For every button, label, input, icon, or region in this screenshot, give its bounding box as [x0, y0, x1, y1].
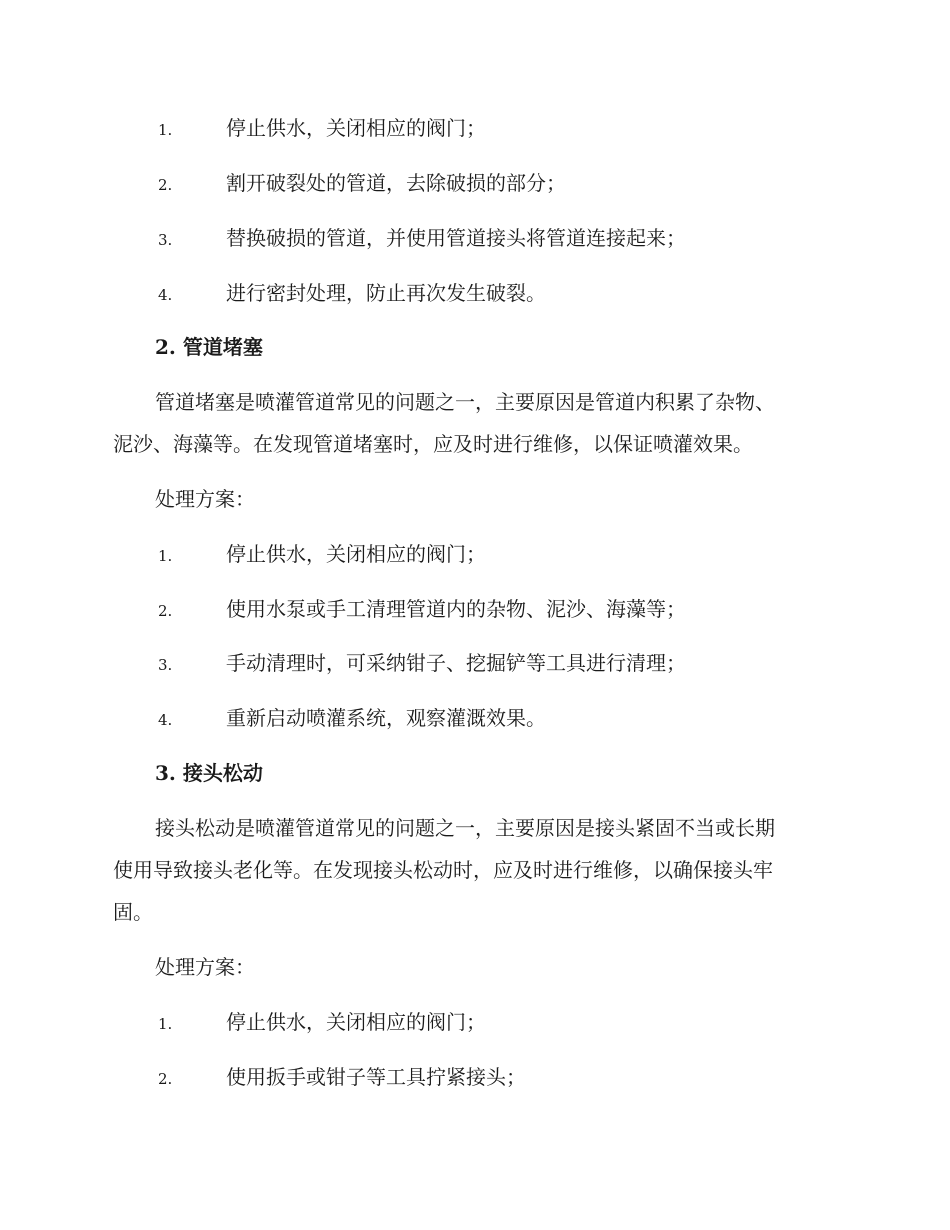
list-item-text: 停止供水，关闭相应的阀门； — [226, 1010, 486, 1034]
list-item-number: 1. — [158, 121, 173, 139]
solution-label: 处理方案： — [155, 487, 255, 511]
list-item-text: 替换破损的管道，并使用管道接头将管道连接起来； — [226, 226, 686, 250]
list-item-number: 4. — [158, 286, 173, 304]
paragraph-line: 管道堵塞是喷灌管道常见的问题之一，主要原因是管道内积累了杂物、 — [155, 390, 775, 414]
list-item-text: 使用水泵或手工清理管道内的杂物、泥沙、海藻等； — [226, 597, 686, 621]
paragraph-line: 接头松动是喷灌管道常见的问题之一，主要原因是接头紧固不当或长期 — [155, 816, 775, 840]
list-item-number: 2. — [158, 602, 173, 620]
list-item-text: 使用扳手或钳子等工具拧紧接头； — [226, 1065, 526, 1089]
list-item-number: 2. — [158, 176, 173, 194]
list-item-text: 停止供水，关闭相应的阀门； — [226, 116, 486, 140]
list-item-number: 2. — [158, 1070, 173, 1088]
paragraph-line: 泥沙、海藻等。在发现管道堵塞时，应及时进行维修，以保证喷灌效果。 — [113, 432, 753, 456]
section-heading: 3. 接头松动 — [155, 761, 263, 785]
solution-label: 处理方案： — [155, 955, 255, 979]
list-item-number: 3. — [158, 231, 173, 249]
list-item-number: 3. — [158, 656, 173, 674]
list-item-text: 进行密封处理，防止再次发生破裂。 — [226, 281, 546, 305]
list-item-text: 手动清理时，可采纳钳子、挖掘铲等工具进行清理； — [226, 651, 686, 675]
list-item-text: 停止供水，关闭相应的阀门； — [226, 542, 486, 566]
list-item-text: 割开破裂处的管道，去除破损的部分； — [226, 171, 566, 195]
paragraph-line: 使用导致接头老化等。在发现接头松动时，应及时进行维修，以确保接头牢 — [113, 858, 773, 882]
paragraph-line: 固。 — [113, 900, 153, 924]
list-item-number: 1. — [158, 547, 173, 565]
section-heading: 2. 管道堵塞 — [155, 335, 263, 359]
list-item-text: 重新启动喷灌系统，观察灌溉效果。 — [226, 706, 546, 730]
list-item-number: 1. — [158, 1015, 173, 1033]
list-item-number: 4. — [158, 711, 173, 729]
